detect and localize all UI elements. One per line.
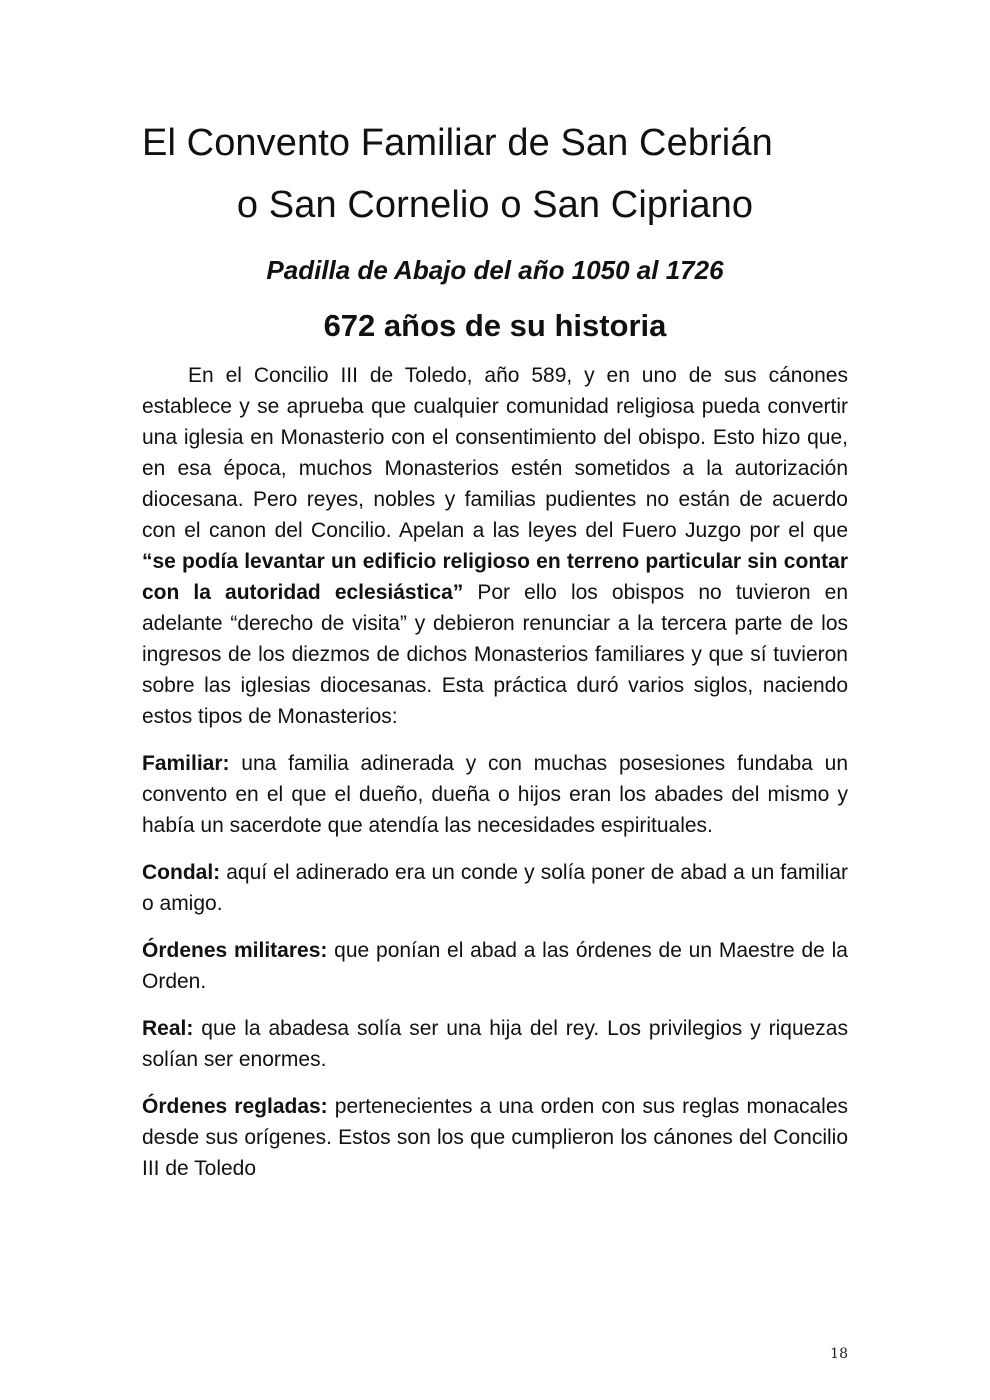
definition-text: una familia adinerada y con muchas posesiones fundaba un convento en el que el dueño, dueña o hijos eran los abades del mismo y había un sacerdote que atendía las necesidades espirituales. xyxy=(142,752,848,837)
definition-text: pertenecientes a una orden con sus reglas monacales desde sus orígenes. Estos son los que cumplieron los cánones del Concilio III de Toledo xyxy=(142,1095,849,1180)
title-line-2: o San Cornelio o San Cipriano xyxy=(236,184,754,226)
definition-ordenes-regladas xyxy=(142,1091,848,1184)
definition-term: Real: xyxy=(142,1017,194,1040)
intro-text-1: En el Concilio III de Toledo, año 589, y en uno de sus cánones establece y se aprueba que cualquier comunidad religiosa pueda convertir una iglesia en Monasterio con el consentimiento del obispo. Esto hizo que, en esa época, muchos Monasterios estén sometidos a la autorización diocesana. Pero reyes, nobles y familias pudientes no están de acuerdo con el canon del Concilio. Apelan a las leyes del Fuero Juzgo por el que xyxy=(142,364,848,542)
subtitle: Padilla de Abajo del año 1050 al 1726 xyxy=(266,255,724,285)
definition-term: Familiar: xyxy=(142,752,230,775)
definition-term: Órdenes regladas: xyxy=(142,1095,328,1118)
definition-text: que la abadesa solía ser una hija del rey. Los privilegios y riquezas solían ser enormes. xyxy=(142,1017,848,1071)
definition-real xyxy=(142,1013,848,1075)
definition-term: Condal: xyxy=(142,861,221,884)
definition-term: Órdenes militares: xyxy=(142,939,328,962)
subtitle-history: 672 años de su historia xyxy=(323,308,667,343)
title-line-1: El Convento Familiar de San Cebrián xyxy=(142,122,773,164)
document-page xyxy=(142,112,848,1184)
definition-familiar xyxy=(142,748,848,841)
intro-text-2: Por ello los obispos no tuvieron en adelante “derecho de visita” y debieron renunciar a la tercera parte de los ingresos de los diezmos de dichos Monasterios familiares y que sí tuvieron sobre las iglesias diocesanas. Esta práctica duró varios siglos, naciendo estos tipos de Monasterios: xyxy=(142,581,848,728)
definition-text: aquí el adinerado era un conde y solía poner de abad a un familiar o amigo. xyxy=(142,861,848,915)
intro-paragraph xyxy=(142,360,848,732)
definition-text: que ponían el abad a las órdenes de un Maestre de la Orden. xyxy=(142,939,848,993)
definition-condal xyxy=(142,857,848,919)
intro-quote: “se podía levantar un edificio religioso en terreno particular sin contar con la autoridad eclesiástica” xyxy=(142,550,848,604)
definition-ordenes-militares xyxy=(142,935,848,997)
page-number: 18 xyxy=(830,1346,848,1362)
